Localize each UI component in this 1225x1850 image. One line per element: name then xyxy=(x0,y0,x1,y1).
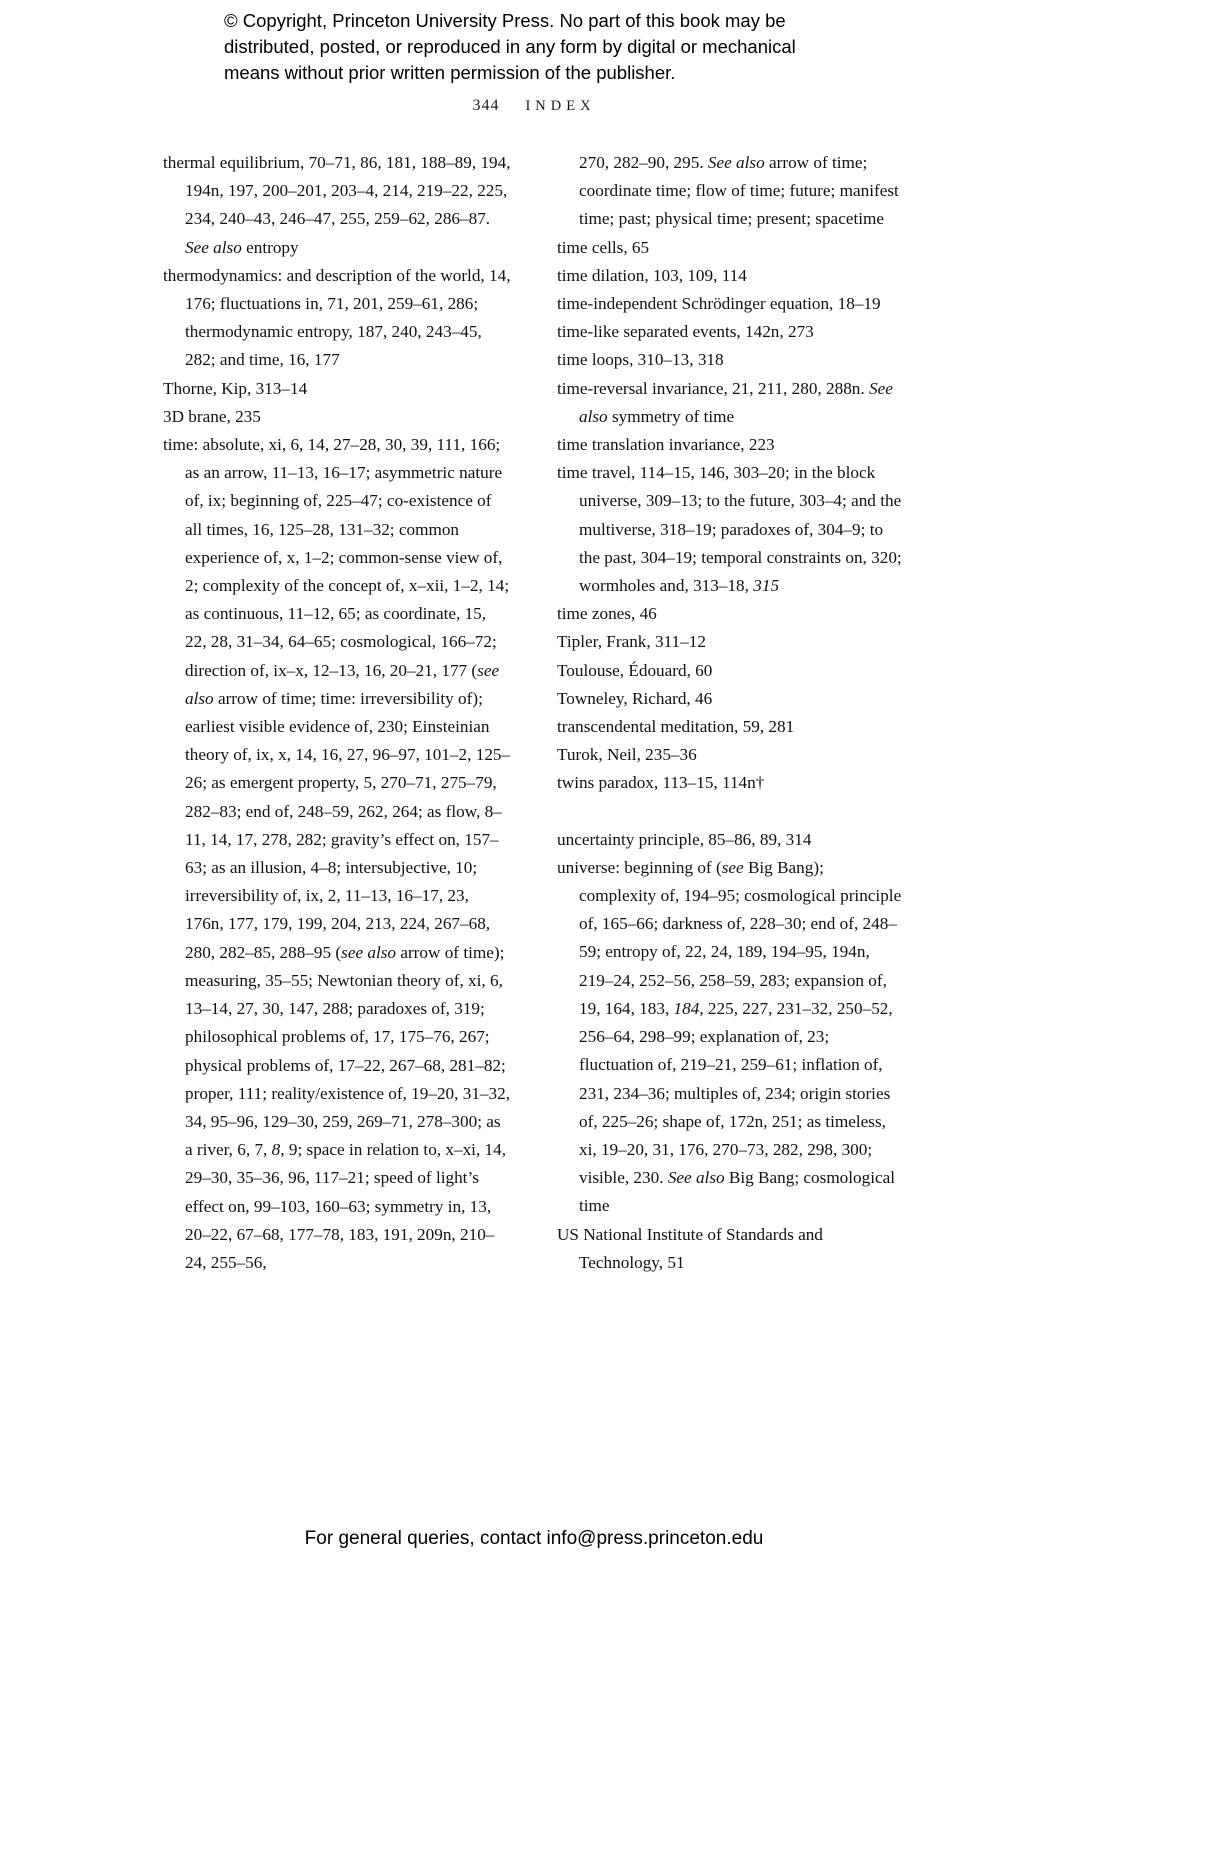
index-entry-text: time-reversal invariance, 21, 211, 280, 288n. xyxy=(557,378,869,398)
index-entry-italic-text: see xyxy=(721,857,744,877)
index-entry xyxy=(163,149,511,262)
index-entry xyxy=(557,234,905,262)
index-entry xyxy=(163,262,511,375)
index-entry-text: Thorne, Kip, 313–14 xyxy=(163,378,308,398)
index-entry xyxy=(163,403,511,431)
index-entry-text: Tipler, Frank, 311–12 xyxy=(557,632,706,652)
index-entry-italic-text: 184 xyxy=(673,998,700,1018)
index-entry xyxy=(557,149,905,234)
index-entry-text: time zones, 46 xyxy=(557,604,657,624)
index-entry-text: symmetry of time xyxy=(607,406,735,426)
index-entry xyxy=(557,318,905,346)
index-entry-text: time translation invariance, 223 xyxy=(557,435,775,455)
index-entry-text: Toulouse, Édouard, 60 xyxy=(557,660,713,680)
index-entry-text: , 225, 227, 231–32, 250–52, 256–64, 298–99; explanation of, 23; fluctuation of, 219–21, 259–61; inflation of, 231, 234–36; multiples of, 234; origin stories of, 225–26; shape of, 172n, 251; as timeless, xi, 19–20, 31, 176, 270–73, 282, 298, 300; visible, 230. xyxy=(579,998,893,1188)
index-column-right xyxy=(557,149,905,1277)
index-entry xyxy=(557,769,905,797)
index-entry xyxy=(163,375,511,403)
index-entry-text: 270, 282–90, 295. xyxy=(579,153,708,172)
index-entry xyxy=(557,431,905,459)
index-entry-text: transcendental meditation, 59, 281 xyxy=(557,717,795,737)
index-columns xyxy=(163,149,905,1277)
index-entry xyxy=(557,685,905,713)
index-entry xyxy=(557,459,905,600)
index-entry xyxy=(557,657,905,685)
index-entry-text: time travel, 114–15, 146, 303–20; in the block universe, 309–13; to the future, 303–4; and the multiverse, 318–19; paradoxes of, 304–9; to the past, 304–19; temporal constraints on, 320; wormholes and, 313–18, xyxy=(557,463,902,596)
index-entry xyxy=(557,600,905,628)
index-entry-text: time dilation, 103, 109, 114 xyxy=(557,265,747,285)
index-entry-text: time: absolute, xi, 6, 14, 27–28, 30, 39, 111, 166; as an arrow, 11–13, 16–17; asymmetric nature of, ix; beginning of, 225–47; co-existence of all times, 16, 125–28, 131–32; common experience of, x, 1–2; common-sense view of, 2; complexity of the concept of, x–xii, 1–2, 14; as continuous, 11–12, 65; as coordinate, 15, 22, 28, 31–34, 64–65; cosmological, 166–72; direction of, ix–x, 12–13, 16, 20–21, 177 ( xyxy=(163,435,510,680)
index-entry-text: time cells, 65 xyxy=(557,237,650,257)
index-entry-text: Towneley, Richard, 46 xyxy=(557,688,713,708)
copyright-line: means without prior written permission of the publisher. xyxy=(224,62,676,83)
index-entry-text: twins paradox, 113–15, 114n† xyxy=(557,773,765,793)
index-entry-italic-text: 315 xyxy=(753,576,780,596)
index-entry-text: arrow of time; coordinate time; flow of time; future; manifest time; past; physical time; present; spacetime xyxy=(579,153,899,229)
index-entry-italic-text: see also xyxy=(185,660,500,708)
index-entry-italic-text: See also xyxy=(667,1168,725,1188)
section-title: INDEX xyxy=(525,98,596,114)
running-head xyxy=(163,97,905,115)
index-entry xyxy=(557,262,905,290)
footer-query-line: For general queries, contact info@press.princeton.edu xyxy=(304,1528,764,1549)
index-entry-text: 3D brane, 235 xyxy=(163,406,261,426)
copyright-notice xyxy=(224,8,844,86)
index-entry-text: US National Institute of Standards and Technology, 51 xyxy=(557,1224,823,1272)
index-entry-text: , 9; space in relation to, x–xi, 14, 29–30, 35–36, 96, 117–21; speed of light’s effect on, 99–103, 160–63; symmetry in, 13, 20–22, 67–68, 177–78, 183, 191, 209n, 210–24, 255–56, xyxy=(185,1140,507,1272)
index-entry xyxy=(557,741,905,769)
index-entry xyxy=(557,346,905,374)
index-entry xyxy=(163,431,511,1277)
copyright-line: © Copyright, Princeton University Press. No part of this book may be xyxy=(224,10,786,31)
index-entry-text: thermal equilibrium, 70–71, 86, 181, 188–89, 194, 194n, 197, 200–201, 203–4, 214, 219–22, 225, 234, 240–43, 246–47, 255, 259–62, 286–87. xyxy=(163,153,511,229)
index-entry-text: uncertainty principle, 85–86, 89, 314 xyxy=(557,829,812,849)
index-entry-italic-text: 8 xyxy=(271,1140,281,1160)
index-entry xyxy=(557,713,905,741)
index-entry-italic-text: see also xyxy=(341,942,397,962)
index-entry-italic-text: See also xyxy=(707,153,765,172)
index-entry xyxy=(557,375,905,431)
index-entry xyxy=(557,854,905,1221)
index-entry-text: time loops, 310–13, 318 xyxy=(557,350,724,370)
index-entry-text: Big Bang); complexity of, 194–95; cosmological principle of, 165–66; darkness of, 228–30; end of, 248–59; entropy of, 22, 24, 189, 194–95, 194n, 219–24, 252–56, 258–59, 283; expansion of, 19, 164, 183, xyxy=(579,857,902,1018)
index-entry-italic-text: See also xyxy=(185,237,242,257)
index-entry-text: time-like separated events, 142n, 273 xyxy=(557,322,814,342)
index-entry xyxy=(557,290,905,318)
index-entry-text: Big Bang; cosmological time xyxy=(579,1168,896,1216)
index-entry-text: Turok, Neil, 235–36 xyxy=(557,745,697,765)
index-column-left xyxy=(163,149,511,1277)
index-entry xyxy=(557,1221,905,1277)
index-entry-text: time-independent Schrödinger equation, 18–19 xyxy=(557,294,881,314)
index-entry-text: thermodynamics: and description of the world, 14, 176; fluctuations in, 71, 201, 259–61, 286; thermodynamic entropy, 187, 240, 243–45, 282; and time, 16, 177 xyxy=(163,265,511,370)
index-entry xyxy=(557,628,905,656)
copyright-line: distributed, posted, or reproduced in any form by digital or mechanical xyxy=(224,36,796,57)
index-entry-text: arrow of time; time: irreversibility of); earliest visible evidence of, 230; Einsteinian theory of, ix, x, 14, 16, 27, 96–97, 101–2, 125–26; as emergent property, 5, 270–71, 275–79, 282–83; end of, 248–59, 262, 264; as flow, 8–11, 14, 17, 278, 282; gravity’s effect on, 157–63; as an illusion, 4–8; intersubjective, 10; irreversibility of, ix, 2, 11–13, 16–17, 23, 176n, 177, 179, 199, 204, 213, 224, 267–68, 280, 282–85, 288–95 ( xyxy=(185,688,511,962)
page-number: 344 xyxy=(472,97,500,114)
index-entry-text: universe: beginning of ( xyxy=(557,857,722,877)
index-entry-text: entropy xyxy=(241,237,299,257)
index-entry-italic-text: See also xyxy=(579,378,893,426)
index-entry xyxy=(557,826,905,854)
index-entry-text: arrow of time); measuring, 35–55; Newtonian theory of, xi, 6, 13–14, 27, 30, 147, 288; paradoxes of, 319; philosophical problems of, 17, 175–76, 267; physical problems of, 17–22, 267–68, 281–82; proper, 111; reality/existence of, 19–20, 31–32, 34, 95–96, 129–30, 259, 269–71, 278–300; as a river, 6, 7, xyxy=(185,942,510,1160)
